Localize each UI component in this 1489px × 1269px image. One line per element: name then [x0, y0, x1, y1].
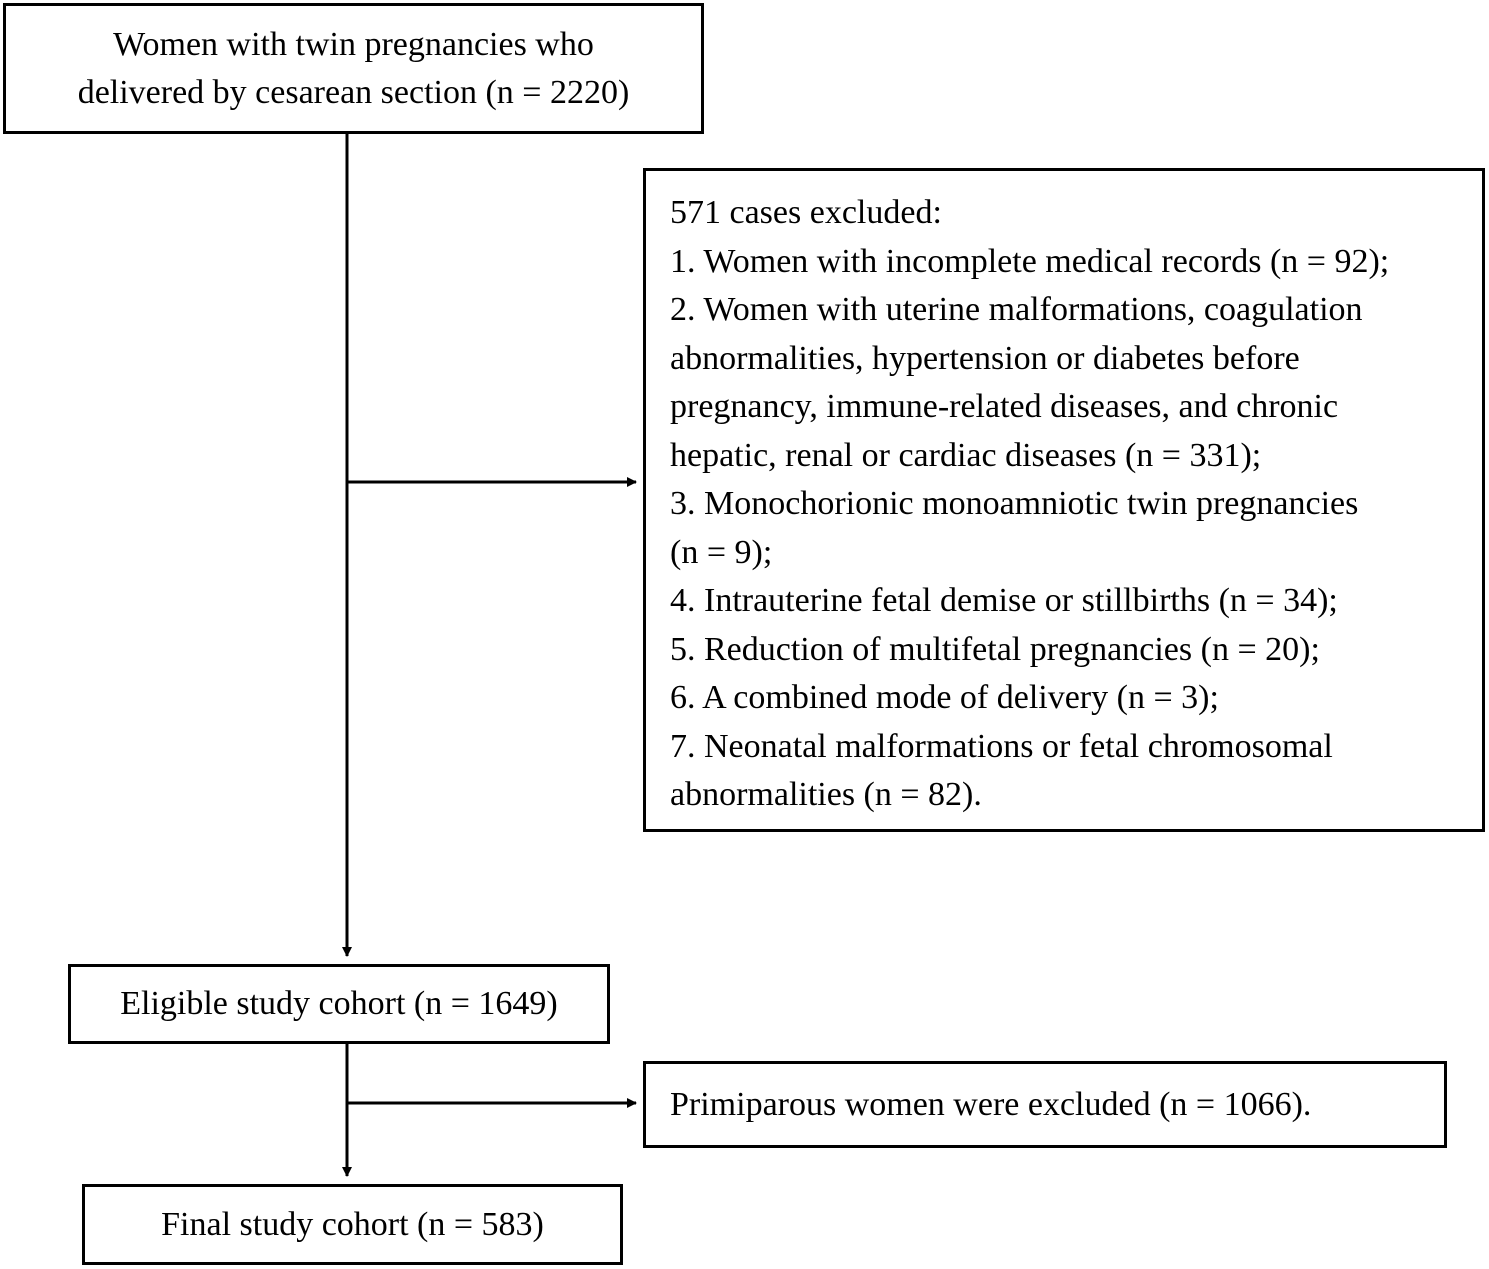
exclusion-line: 5. Reduction of multifetal pregnancies (n = 20); — [670, 630, 1320, 668]
exclusion-criteria-box — [643, 168, 1485, 832]
eligible-cohort-label: Eligible study cohort (n = 1649) — [120, 985, 558, 1022]
primiparous-exclusion-box — [643, 1061, 1447, 1148]
final-cohort-label: Final study cohort (n = 583) — [161, 1205, 544, 1243]
exclusion-line: abnormalities, hypertension or diabetes before — [670, 339, 1300, 377]
start-line-1: Women with twin pregnancies who — [113, 25, 594, 63]
eligible-cohort-box — [68, 964, 610, 1044]
exclusion-line: 4. Intrauterine fetal demise or stillbirths (n = 34); — [670, 582, 1338, 619]
exclusion-line: 2. Women with uterine malformations, coagulation — [670, 291, 1363, 328]
exclusion-heading: 571 cases excluded: — [670, 194, 942, 231]
primiparous-exclusion-label: Primiparous women were excluded (n = 1066). — [670, 1085, 1312, 1123]
exclusion-line: 3. Monochorionic monoamniotic twin pregnancies — [670, 485, 1359, 522]
exclusion-line: hepatic, renal or cardiac diseases (n = 331); — [670, 436, 1262, 474]
exclusion-line: (n = 9); — [670, 533, 773, 571]
final-cohort-box — [82, 1184, 623, 1265]
start-population-box — [3, 3, 704, 134]
exclusion-line: 1. Women with incomplete medical records (n = 92); — [670, 242, 1390, 280]
start-line-2: delivered by cesarean section (n = 2220) — [77, 73, 630, 111]
exclusion-line: pregnancy, immune-related diseases, and chronic — [670, 388, 1339, 425]
exclusion-line: 6. A combined mode of delivery (n = 3); — [670, 679, 1219, 716]
exclusion-line: abnormalities (n = 82). — [670, 776, 982, 813]
exclusion-line: 7. Neonatal malformations or fetal chromosomal — [670, 727, 1333, 765]
